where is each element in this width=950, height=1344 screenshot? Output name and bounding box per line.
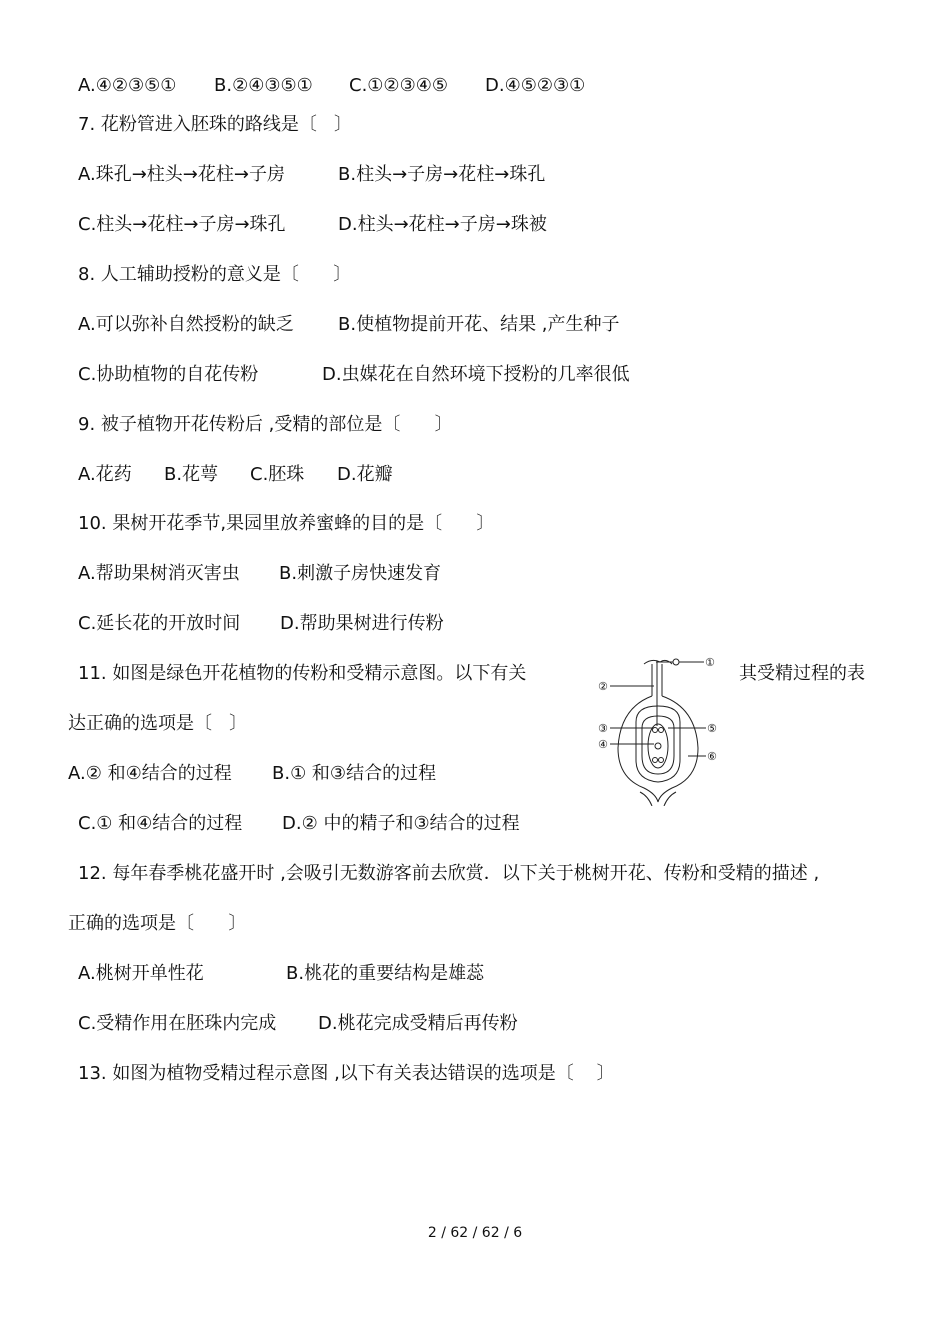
q10-stem: 10. 果树开花季节,果园里放养蜜蜂的目的是〔 〕 (78, 513, 495, 534)
q6-option-a: A.④②③⑤① (78, 75, 177, 96)
q9-option-b: B.花萼 (164, 464, 219, 485)
q6-option-d: D.④⑤②③① (485, 75, 586, 96)
q12-option-d: D.桃花完成受精后再传粉 (318, 1013, 518, 1034)
q7-stem: 7. 花粉管进入胚珠的路线是〔 〕 (78, 114, 353, 135)
figure-label-3: ③ (598, 722, 608, 735)
page-footer: 2 / 62 / 62 / 6 (427, 1225, 523, 1241)
pollination-fertilization-diagram (596, 656, 722, 806)
q11-option-c: C.① 和④结合的过程 (78, 813, 243, 834)
q10-option-c: C.延长花的开放时间 (78, 613, 241, 634)
q7-option-c: C.柱头→花柱→子房→珠孔 (78, 214, 286, 235)
q10-option-b: B.刺激子房快速发育 (279, 563, 442, 584)
figure-label-4: ④ (598, 738, 608, 751)
q11-stem-part2: 其受精过程的表 (739, 663, 865, 684)
q11-option-d: D.② 中的精子和③结合的过程 (282, 813, 520, 834)
q11-option-b: B.① 和③结合的过程 (272, 763, 437, 784)
figure-label-1: ① (705, 656, 715, 669)
figure-label-6: ⑥ (707, 750, 717, 763)
q6-option-c: C.①②③④⑤ (349, 75, 448, 96)
q6-option-b: B.②④③⑤① (214, 75, 313, 96)
q8-stem: 8. 人工辅助授粉的意义是〔 〕 (78, 264, 352, 285)
q11-stem-part1: 11. 如图是绿色开花植物的传粉和受精示意图。以下有关 (78, 663, 527, 684)
q9-option-c: C.胚珠 (250, 464, 305, 485)
q8-option-d: D.虫媒花在自然环境下授粉的几率很低 (322, 364, 630, 385)
q7-option-d: D.柱头→花柱→子房→珠被 (338, 214, 547, 235)
q7-option-a: A.珠孔→柱头→花柱→子房 (78, 164, 285, 185)
q12-stem-part2: 正确的选项是〔 〕 (68, 913, 247, 934)
q12-option-a: A.桃树开单性花 (78, 963, 204, 984)
q12-option-c: C.受精作用在胚珠内完成 (78, 1013, 277, 1034)
q8-option-a: A.可以弥补自然授粉的缺乏 (78, 314, 294, 335)
q8-option-b: B.使植物提前开花、结果 ,产生种子 (338, 314, 620, 335)
q10-option-a: A.帮助果树消灭害虫 (78, 563, 240, 584)
q8-option-c: C.协助植物的自花传粉 (78, 364, 259, 385)
q12-stem-part1: 12. 每年春季桃花盛开时 ,会吸引无数游客前去欣赏．以下关于桃树开花、传粉和受精的描述 , (78, 863, 820, 884)
q13-stem: 13. 如图为植物受精过程示意图 ,以下有关表达错误的选项是〔 〕 (78, 1063, 615, 1084)
q10-option-d: D.帮助果树进行传粉 (280, 613, 444, 634)
q7-option-b: B.柱头→子房→花柱→珠孔 (338, 164, 546, 185)
figure-label-5: ⑤ (707, 722, 717, 735)
q11-stem-part3: 达正确的选项是〔 〕 (68, 713, 248, 734)
q12-option-b: B.桃花的重要结构是雄蕊 (286, 963, 485, 984)
q11-option-a: A.② 和④结合的过程 (68, 763, 232, 784)
q9-stem: 9. 被子植物开花传粉后 ,受精的部位是〔 〕 (78, 414, 453, 435)
figure-label-2: ② (598, 680, 608, 693)
q9-option-a: A.花药 (78, 464, 132, 485)
q9-option-d: D.花瓣 (337, 464, 393, 485)
